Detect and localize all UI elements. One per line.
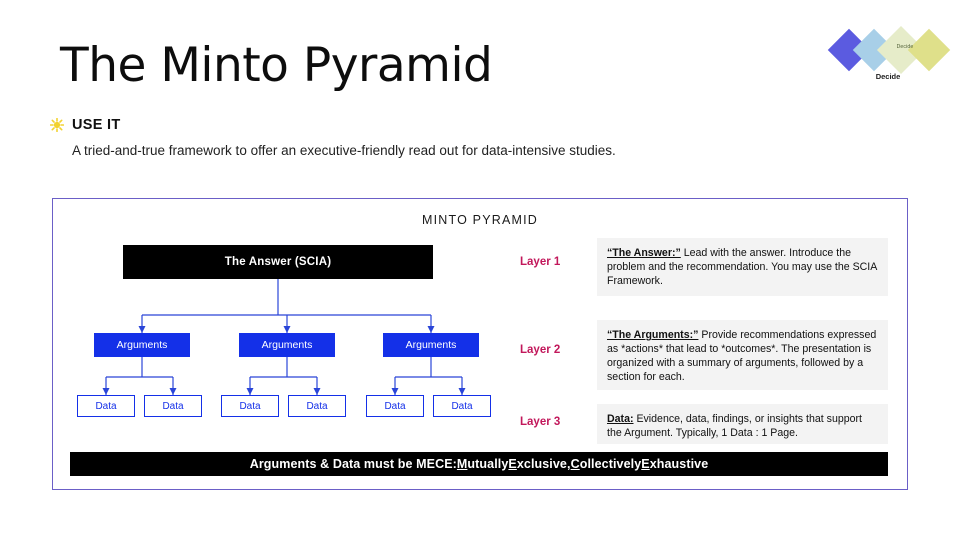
- mece-banner: [70, 452, 888, 476]
- logo-caption: Decide: [875, 72, 901, 81]
- panel-title: MINTO PYRAMID: [421, 213, 539, 227]
- mece-xhaustive: xhaustive: [649, 457, 709, 471]
- data-box-2: Data: [144, 395, 202, 417]
- layer-label-1: Layer 1: [520, 256, 561, 268]
- data-box-3: Data: [221, 395, 279, 417]
- description-lead-answer: “The Answer:”: [607, 247, 681, 259]
- mece-xclusive: xclusive,: [516, 457, 571, 471]
- description-text-data: Evidence, data, findings, or insights that support the Argument. Typically, 1 Data : 1 Page.: [607, 413, 862, 440]
- argument-box-2: Arguments: [239, 333, 335, 357]
- description-text-answer: Lead with the answer. Introduce the problem and the recommendation. You may use the SCIA Framework.: [607, 247, 877, 288]
- sun-icon: [50, 118, 64, 132]
- description-card-arguments: [597, 320, 888, 390]
- mece-ollectively: ollectively: [579, 457, 642, 471]
- logo-inner-text: Decide: [896, 44, 914, 50]
- mece-utually: utually: [467, 457, 509, 471]
- page-subtitle: A tried-and-true framework to offer an executive-friendly read out for data-intensive studies.: [72, 143, 616, 158]
- mece-e: E: [508, 457, 517, 471]
- brand-logo: [832, 22, 944, 84]
- answer-box: The Answer (SCIA): [123, 245, 433, 279]
- mece-m: M: [456, 457, 468, 471]
- use-it-label: USE IT: [72, 117, 121, 133]
- pyramid-diagram: [53, 233, 599, 443]
- page-title: The Minto Pyramid: [60, 38, 493, 93]
- use-it-row: [50, 117, 121, 133]
- mece-c: C: [570, 457, 580, 471]
- argument-box-1: Arguments: [94, 333, 190, 357]
- data-box-1: Data: [77, 395, 135, 417]
- mece-prefix: Arguments & Data must be MECE:: [249, 457, 457, 471]
- description-card-data: [597, 404, 888, 444]
- description-lead-data: Data:: [607, 413, 634, 425]
- logo-diamond-4: [908, 29, 950, 71]
- description-text-arguments: Provide recommendations expressed as *actions* that lead to *outcomes*. The presentation is organized with a summary of arguments, followed by a section for each.: [607, 329, 877, 384]
- description-card-answer: [597, 238, 888, 296]
- layer-label-2: Layer 2: [520, 344, 561, 356]
- data-box-4: Data: [288, 395, 346, 417]
- layer-label-3: Layer 3: [520, 416, 561, 428]
- mece-e2: E: [641, 457, 650, 471]
- data-box-6: Data: [433, 395, 491, 417]
- data-box-5: Data: [366, 395, 424, 417]
- argument-box-3: Arguments: [383, 333, 479, 357]
- description-lead-arguments: “The Arguments:”: [607, 329, 699, 341]
